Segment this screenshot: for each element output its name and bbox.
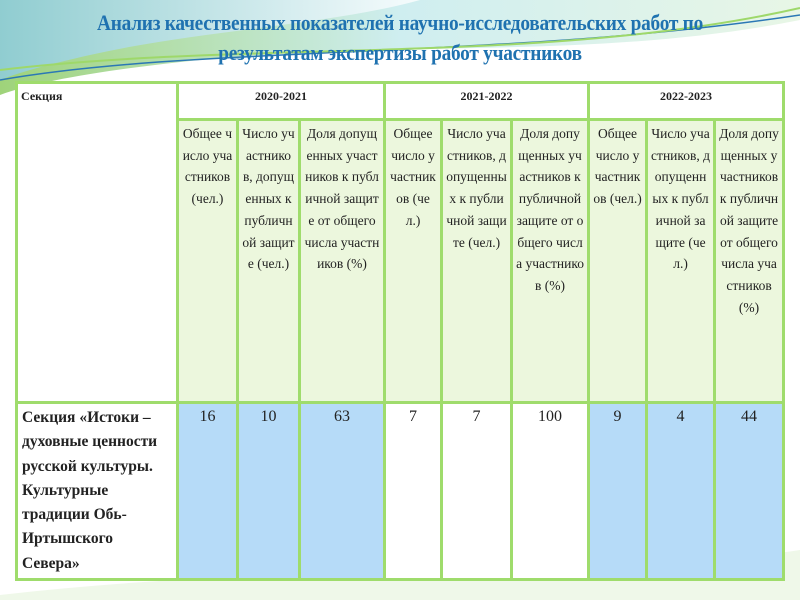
cell-value: 100 xyxy=(512,403,589,580)
section-header: Секция xyxy=(17,83,178,403)
subheader-total: Общее число участников (чел.) xyxy=(589,120,647,403)
subheader-admitted: Число участников, допущенных к публичной защите (чел.) xyxy=(442,120,512,403)
year-header: 2021-2022 xyxy=(385,83,589,120)
cell-value: 16 xyxy=(178,403,238,580)
year-header: 2022-2023 xyxy=(589,83,784,120)
subheader-share: Доля допущенных участников к публичной защите от общего числа участников (%) xyxy=(715,120,784,403)
cell-value: 4 xyxy=(647,403,715,580)
section-name: Секция «Истоки – духовные ценности русской культуры. Культурные традиции Обь-Иртышского Севера» xyxy=(17,403,178,580)
subheader-total: Общее число участников (чел.) xyxy=(178,120,238,403)
cell-value: 10 xyxy=(238,403,300,580)
results-table xyxy=(15,81,785,581)
subheader-admitted: Число участников, допущенных к публичной защите (чел.) xyxy=(238,120,300,403)
cell-value: 9 xyxy=(589,403,647,580)
subheader-admitted: Число участников, допущенных к публичной защите (чел.) xyxy=(647,120,715,403)
year-header: 2020-2021 xyxy=(178,83,385,120)
subheader-share: Доля допущенных участников к публичной защите от общего числа участников (%) xyxy=(512,120,589,403)
cell-value: 63 xyxy=(300,403,385,580)
cell-value: 44 xyxy=(715,403,784,580)
subheader-total: Общее число участников (чел.) xyxy=(385,120,442,403)
slide-title: Анализ качественных показателей научно-исследовательских работ по результатам экспертизы работ участников xyxy=(97,10,703,65)
subheader-share: Доля допущенных участников к публичной защите от общего числа участников (%) xyxy=(300,120,385,403)
cell-value: 7 xyxy=(442,403,512,580)
cell-value: 7 xyxy=(385,403,442,580)
table-row xyxy=(17,403,784,580)
